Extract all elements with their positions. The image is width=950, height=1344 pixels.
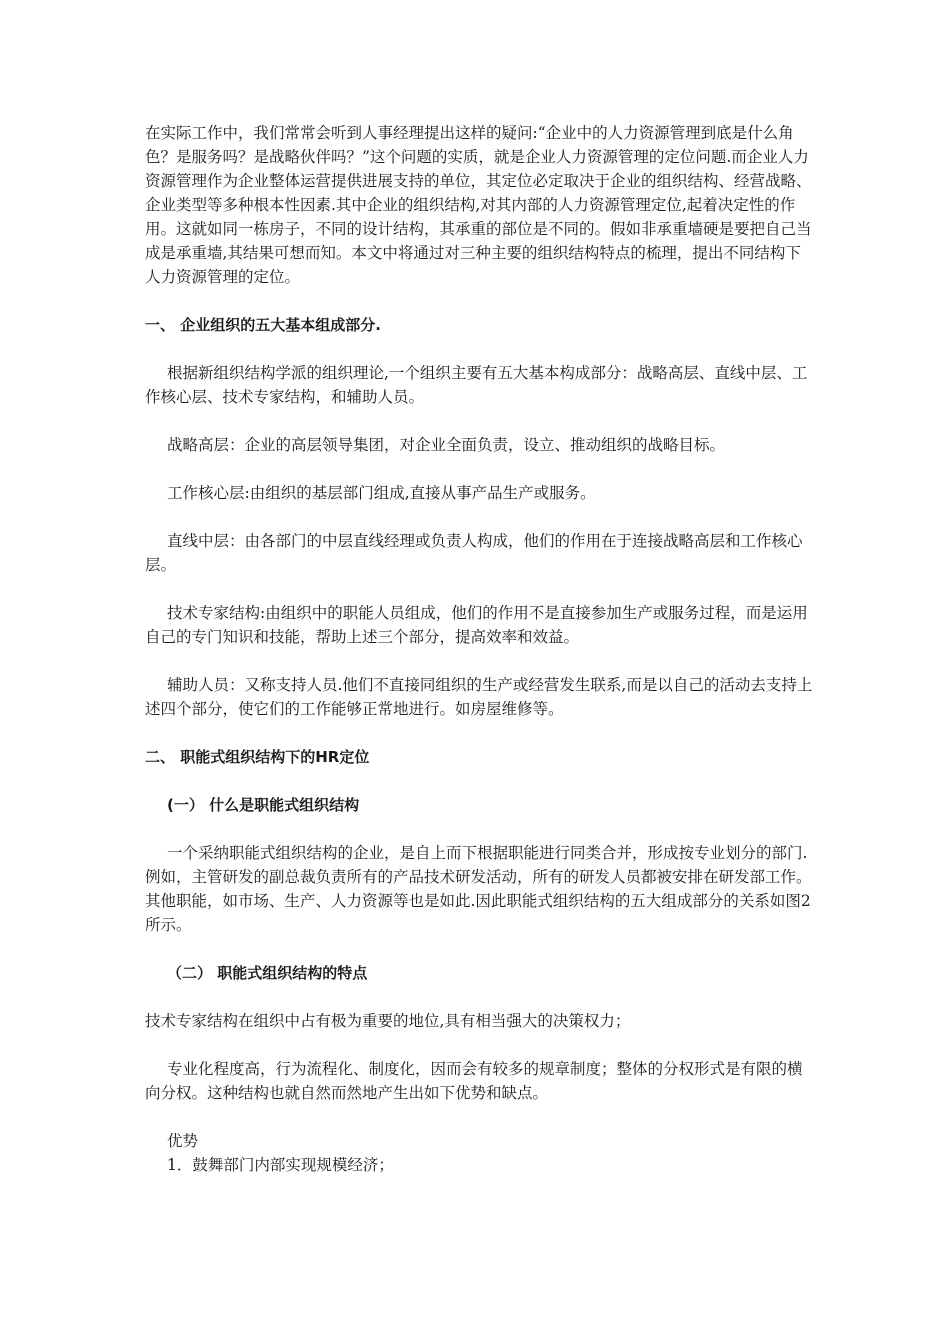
section-1-paragraph-4: 直线中层：由各部门的中层直线经理或负责人构成，他们的作用在于连接战略高层和工作核心层。 — [145, 532, 803, 574]
section-1-paragraph-3: 工作核心层:由组织的基层部门组成,直接从事产品生产或服务。 — [167, 484, 596, 502]
subsection-2-paragraph-2: 专业化程度高，行为流程化、制度化，因而会有较多的规章制度；整体的分权形式是有限的横向分权。这种结构也就自然而然地产生出如下优势和缺点。 — [145, 1060, 803, 1102]
subsection-1-paragraph-1: 一个采纳职能式组织结构的企业，是自上而下根据职能进行同类合并，形成按专业划分的部门.例如，主管研发的副总裁负责所有的产品技术研发活动，所有的研发人员都被安排在研发部工作。其他职能，如市场、生产、人力资源等也是如此.因此职能式组织结构的五大组成部分的关系如图2所示。 — [145, 844, 812, 934]
document-body — [145, 121, 815, 1177]
subsection-2-heading: （二） 职能式组织结构的特点 — [167, 964, 368, 982]
section-1-paragraph-6: 辅助人员：又称支持人员.他们不直接同组织的生产或经营发生联系,而是以自己的活动去支持上述四个部分，使它们的工作能够正常地进行。如房屋维修等。 — [145, 676, 813, 718]
advantage-item-1: 1．鼓舞部门内部实现规模经济； — [167, 1156, 394, 1174]
section-1-paragraph-2: 战略高层：企业的高层领导集团，对企业全面负责，设立、推动组织的战略目标。 — [167, 436, 726, 454]
subsection-1-heading: (一） 什么是职能式组织结构 — [167, 796, 360, 814]
section-2-heading: 二、 职能式组织结构下的HR定位 — [145, 748, 370, 766]
section-1-paragraph-1: 根据新组织结构学派的组织理论,一个组织主要有五大基本构成部分：战略高层、直线中层、工作核心层、技术专家结构，和辅助人员。 — [145, 364, 808, 406]
section-1-heading: 一、 企业组织的五大基本组成部分. — [145, 316, 381, 334]
subsection-2-paragraph-1: 技术专家结构在组织中占有极为重要的地位,具有相当强大的决策权力； — [145, 1012, 631, 1030]
advantages-title: 优势 — [167, 1132, 199, 1150]
intro-paragraph: 在实际工作中，我们常常会听到人事经理提出这样的疑问:“企业中的人力资源管理到底是什么角色？是服务吗？是战略伙伴吗？”这个问题的实质，就是企业人力资源管理的定位问题.而企业人力资源管理作为企业整体运营提供进展支持的单位，其定位必定取决于企业的组织结构、经营战略、企业类型等多种根本性因素.其中企业的组织结构,对其内部的人力资源管理定位,起着决定性的作用。这就如同一栋房子，不同的设计结构，其承重的部位是不同的。假如非承重墙硬是要把自己当成是承重墙,其结果可想而知。本文中将通过对三种主要的组织结构特点的梳理，提出不同结构下人力资源管理的定位。 — [145, 124, 812, 286]
section-1-paragraph-5: 技术专家结构:由组织中的职能人员组成，他们的作用不是直接参加生产或服务过程，而是运用自己的专门知识和技能，帮助上述三个部分，提高效率和效益。 — [145, 604, 808, 646]
